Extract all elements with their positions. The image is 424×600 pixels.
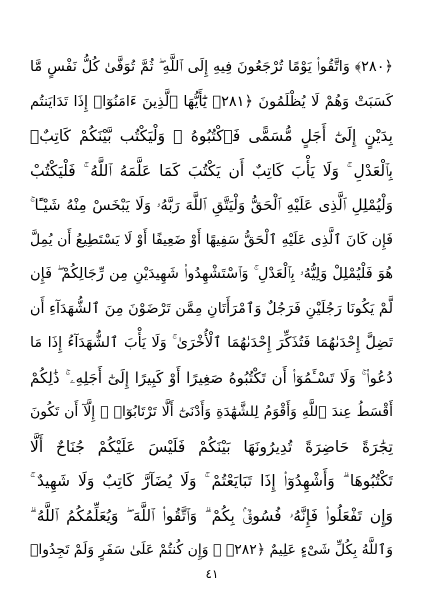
text-line: كَسَبَتْ وَهُمْ لَا يُظْلَمُونَ ﴿٢٨١﴾ يَٰٓأَيُّهَا ٱلَّذِينَ ءَامَنُوٓا۟ إِذَا تَدَايَنتُم — [30, 93, 393, 110]
text-line: بِدَيْنٍ إِلَىٰٓ أَجَلٍ مُّسَمًّى فَٱكْتُبُوهُ ۚ وَلْيَكْتُب بَّيْنَكُمْ كَاتِبٌۢ — [30, 127, 393, 145]
text-line: لَّمْ يَكُونَا رَجُلَيْنِ فَرَجُلٌ وَٱمْرَأَتَانِ مِمَّن تَرْضَوْنَ مِنَ ٱلشُّهَدَآءِ أَن — [30, 300, 393, 317]
text-line: وَٱللَّهُ بِكُلِّ شَىْءٍ عَلِيمٌ ﴿٢٨٢﴾ ۞ وَإِن كُنتُمْ عَلَىٰ سَفَرٍ وَلَمْ تَجِدُوا۟ — [30, 542, 393, 558]
quran-text-block — [30, 50, 393, 568]
text-line: ﴿٢٨٠﴾ وَاتَّقُوا۟ يَوْمًا تُرْجَعُونَ فِيهِ إِلَى ٱللَّهِ ۖ ثُمَّ تُوَفَّىٰ كُلُّ نَفْسٍ مَّا — [30, 59, 393, 75]
text-line: تِجَٰرَةً حَاضِرَةً تُدِيرُونَهَا بَيْنَكُمْ فَلَيْسَ عَلَيْكُمْ جُنَاحٌ أَلَّا — [30, 437, 393, 456]
text-line: هُوَ فَلْيُمْلِلْ وَلِيُّهُۥ بِٱلْعَدْلِ ۚ وَٱسْتَشْهِدُوا۟ شَهِيدَيْنِ مِن رِّجَالِكُمْ ۖ فَإِن — [30, 266, 393, 282]
page-number: ٤١ — [205, 567, 219, 581]
text-line: بِٱلْعَدْلِ ۚ وَلَا يَأْبَ كَاتِبٌ أَن يَكْتُبَ كَمَا عَلَّمَهُ ٱللَّهُ ۚ فَلْيَكْتُبْ — [30, 161, 393, 180]
text-line: أَقْسَطُ عِندَ ٱللَّهِ وَأَقْوَمُ لِلشَّهَٰدَةِ وَأَدْنَىٰٓ أَلَّا تَرْتَابُوٓا۟ ۖ إِلَّآ أَن تَكُونَ — [30, 404, 393, 420]
text-line: دُعُوا۟ ۚ وَلَا تَسْـَٔمُوٓا۟ أَن تَكْتُبُوهُ صَغِيرًا أَوْ كَبِيرًا إِلَىٰٓ أَجَلِهِۦ ۚ ذَٰلِكُمْ — [30, 368, 393, 387]
text-line: تَضِلَّ إِحْدَىٰهُمَا فَتُذَكِّرَ إِحْدَىٰهُمَا ٱلْأُخْرَىٰ ۚ وَلَا يَأْبَ ٱلشُّهَدَآءُ إِذَا مَا — [30, 335, 393, 351]
text-line: وَإِن تَفْعَلُوا۟ فَإِنَّهُۥ فُسُوقٌۢ بِكُمْ ۗ وَٱتَّقُوا۟ ٱللَّهَ ۖ وَيُعَلِّمُكُمُ ٱللَّهُ ۗ — [30, 506, 393, 525]
text-line: وَلْيُمْلِلِ ٱلَّذِى عَلَيْهِ ٱلْحَقُّ وَلْيَتَّقِ ٱللَّهَ رَبَّهُۥ وَلَا يَبْخَسْ مِنْهُ شَيْـًٔا ۚ — [30, 196, 393, 214]
text-line: تَكْتُبُوهَا ۗ وَأَشْهِدُوٓا۟ إِذَا تَبَايَعْتُمْ ۚ وَلَا يُضَآرَّ كَاتِبٌ وَلَا شَهِيدٌ ۚ — [30, 472, 393, 490]
text-line: فَإِن كَانَ ٱلَّذِى عَلَيْهِ ٱلْحَقُّ سَفِيهًا أَوْ ضَعِيفًا أَوْ لَا يَسْتَطِيعُ أَن يُمِلَّ — [30, 231, 393, 248]
